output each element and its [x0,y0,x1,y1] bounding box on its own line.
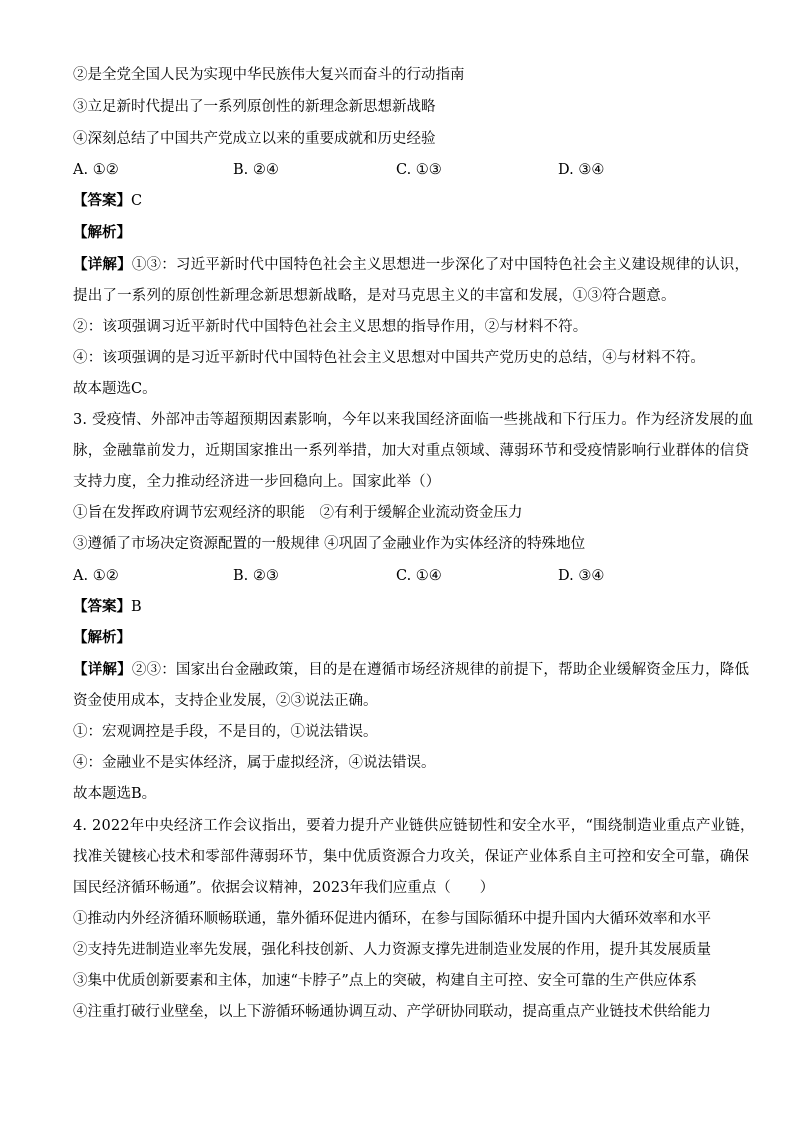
q4-option-3: ③集中优质创新要素和主体，加速“卡脖子”点上的突破，构建自主可控、安全可靠的生产供应体系 [73,973,697,989]
q3-detail-line-4: ④：金融业不是实体经济，属于虚拟经济，④说法错误。 [73,755,436,771]
q4-stem-line-2: 找准关键核心技术和零部件薄弱环节，集中优质资源合力攻关，保证产业体系自主可控和安全可靠，确保 [73,849,750,865]
detail-text: ②③：国家出台金融政策，目的是在遵循市场经济规律的前提下，帮助企业缓解资金压力，降低 [131,662,750,678]
conclusion: 故本题选C。 [73,381,157,397]
q3-stem-line-1: 3. 受疫情、外部冲击等超预期因素影响，今年以来我国经济面临一些挑战和下行压力。作为经济发展的血 [73,412,754,428]
choice-b: B. ②④ [233,162,279,178]
detail-line-4: ④：该项强调的是习近平新时代中国特色社会主义思想对中国共产党历史的总结，④与材料不符。 [73,350,706,366]
option-4-text: ④深刻总结了中国共产党成立以来的重要成就和历史经验 [73,131,436,147]
option-2-text: ②是全党全国人民为实现中华民族伟大复兴而奋斗的行动指南 [73,67,465,83]
answer-tag: 【答案】 [73,192,131,209]
q3-detail-line-1 [73,660,749,680]
q4-option-4: ④注重打破行业壁垒，以上下游循环畅通协调互动、产学研协同联动，提高重点产业链技术供给能力 [73,1004,711,1020]
choice-d: D. ③④ [558,568,605,584]
q3-detail-line-3: ①：宏观调控是手段，不是目的，①说法错误。 [73,724,378,740]
option-3-text: ③立足新时代提出了一系列原创性的新理念新思想新战略 [73,99,436,115]
q3-stem-line-3: 支持力度，全力推动经济进一步回稳向上。国家此举（） [73,474,441,490]
analysis-tag: 【解析】 [73,224,131,241]
q3-options-12: ①旨在发挥政府调节宏观经济的职能 ②有利于缓解企业流动资金压力 [73,505,523,521]
detail-line-2: 提出了一系列的原创性新理念新思想新战略，是对马克思主义的丰富和发展，①③符合题意。 [73,288,676,304]
q4-option-2: ②支持先进制造业率先发展，强化科技创新、人力资源支撑先进制造业发展的作用，提升其发展质量 [73,942,711,958]
q3-detail-line-2: 资金使用成本，支持企业发展，②③说法正确。 [73,693,378,709]
choice-a: A. ①② [73,162,119,178]
answer-line [73,191,142,211]
answer-value: B [131,599,142,615]
q3-stem-line-2: 脉，金融靠前发力，近期国家推出一系列举措，加大对重点领域、薄弱环节和受疫情影响行业群体的信贷 [73,443,750,459]
q4-option-1: ①推动内外经济循环顺畅联通，靠外循环促进内循环，在参与国际循环中提升国内大循环效率和水平 [73,911,711,927]
detail-text: ①③：习近平新时代中国特色社会主义思想进一步深化了对中国特色社会主义建设规律的认识， [131,257,750,273]
detail-line-3: ②：该项强调习近平新时代中国特色社会主义思想的指导作用，②与材料不符。 [73,319,588,335]
q3-analysis-tag: 【解析】 [73,629,131,646]
choice-b: B. ②③ [233,568,279,584]
detail-tag: 【详解】 [73,256,132,273]
choice-c: C. ①③ [396,162,442,178]
q3-conclusion: 故本题选B。 [73,786,157,802]
answer-value: C [131,193,143,209]
answer-tag: 【答案】 [73,598,131,615]
choice-d: D. ③④ [558,162,605,178]
q3-answer-line [73,597,142,617]
choice-a: A. ①② [73,568,119,584]
detail-line-1 [73,255,749,275]
q4-stem-line-3: 国民经济循环畅通”。依据会议精神，2023年我们应重点（ ） [73,880,495,896]
choice-c: C. ①④ [396,568,442,584]
q3-options-34: ③遵循了市场决定资源配置的一般规律 ④巩固了金融业作为实体经济的特殊地位 [73,536,586,552]
q4-stem-line-1: 4. 2022年中央经济工作会议指出，要着力提升产业链供应链韧性和安全水平，“围绕制造业重点产业链， [73,818,755,834]
detail-tag: 【详解】 [73,661,132,678]
